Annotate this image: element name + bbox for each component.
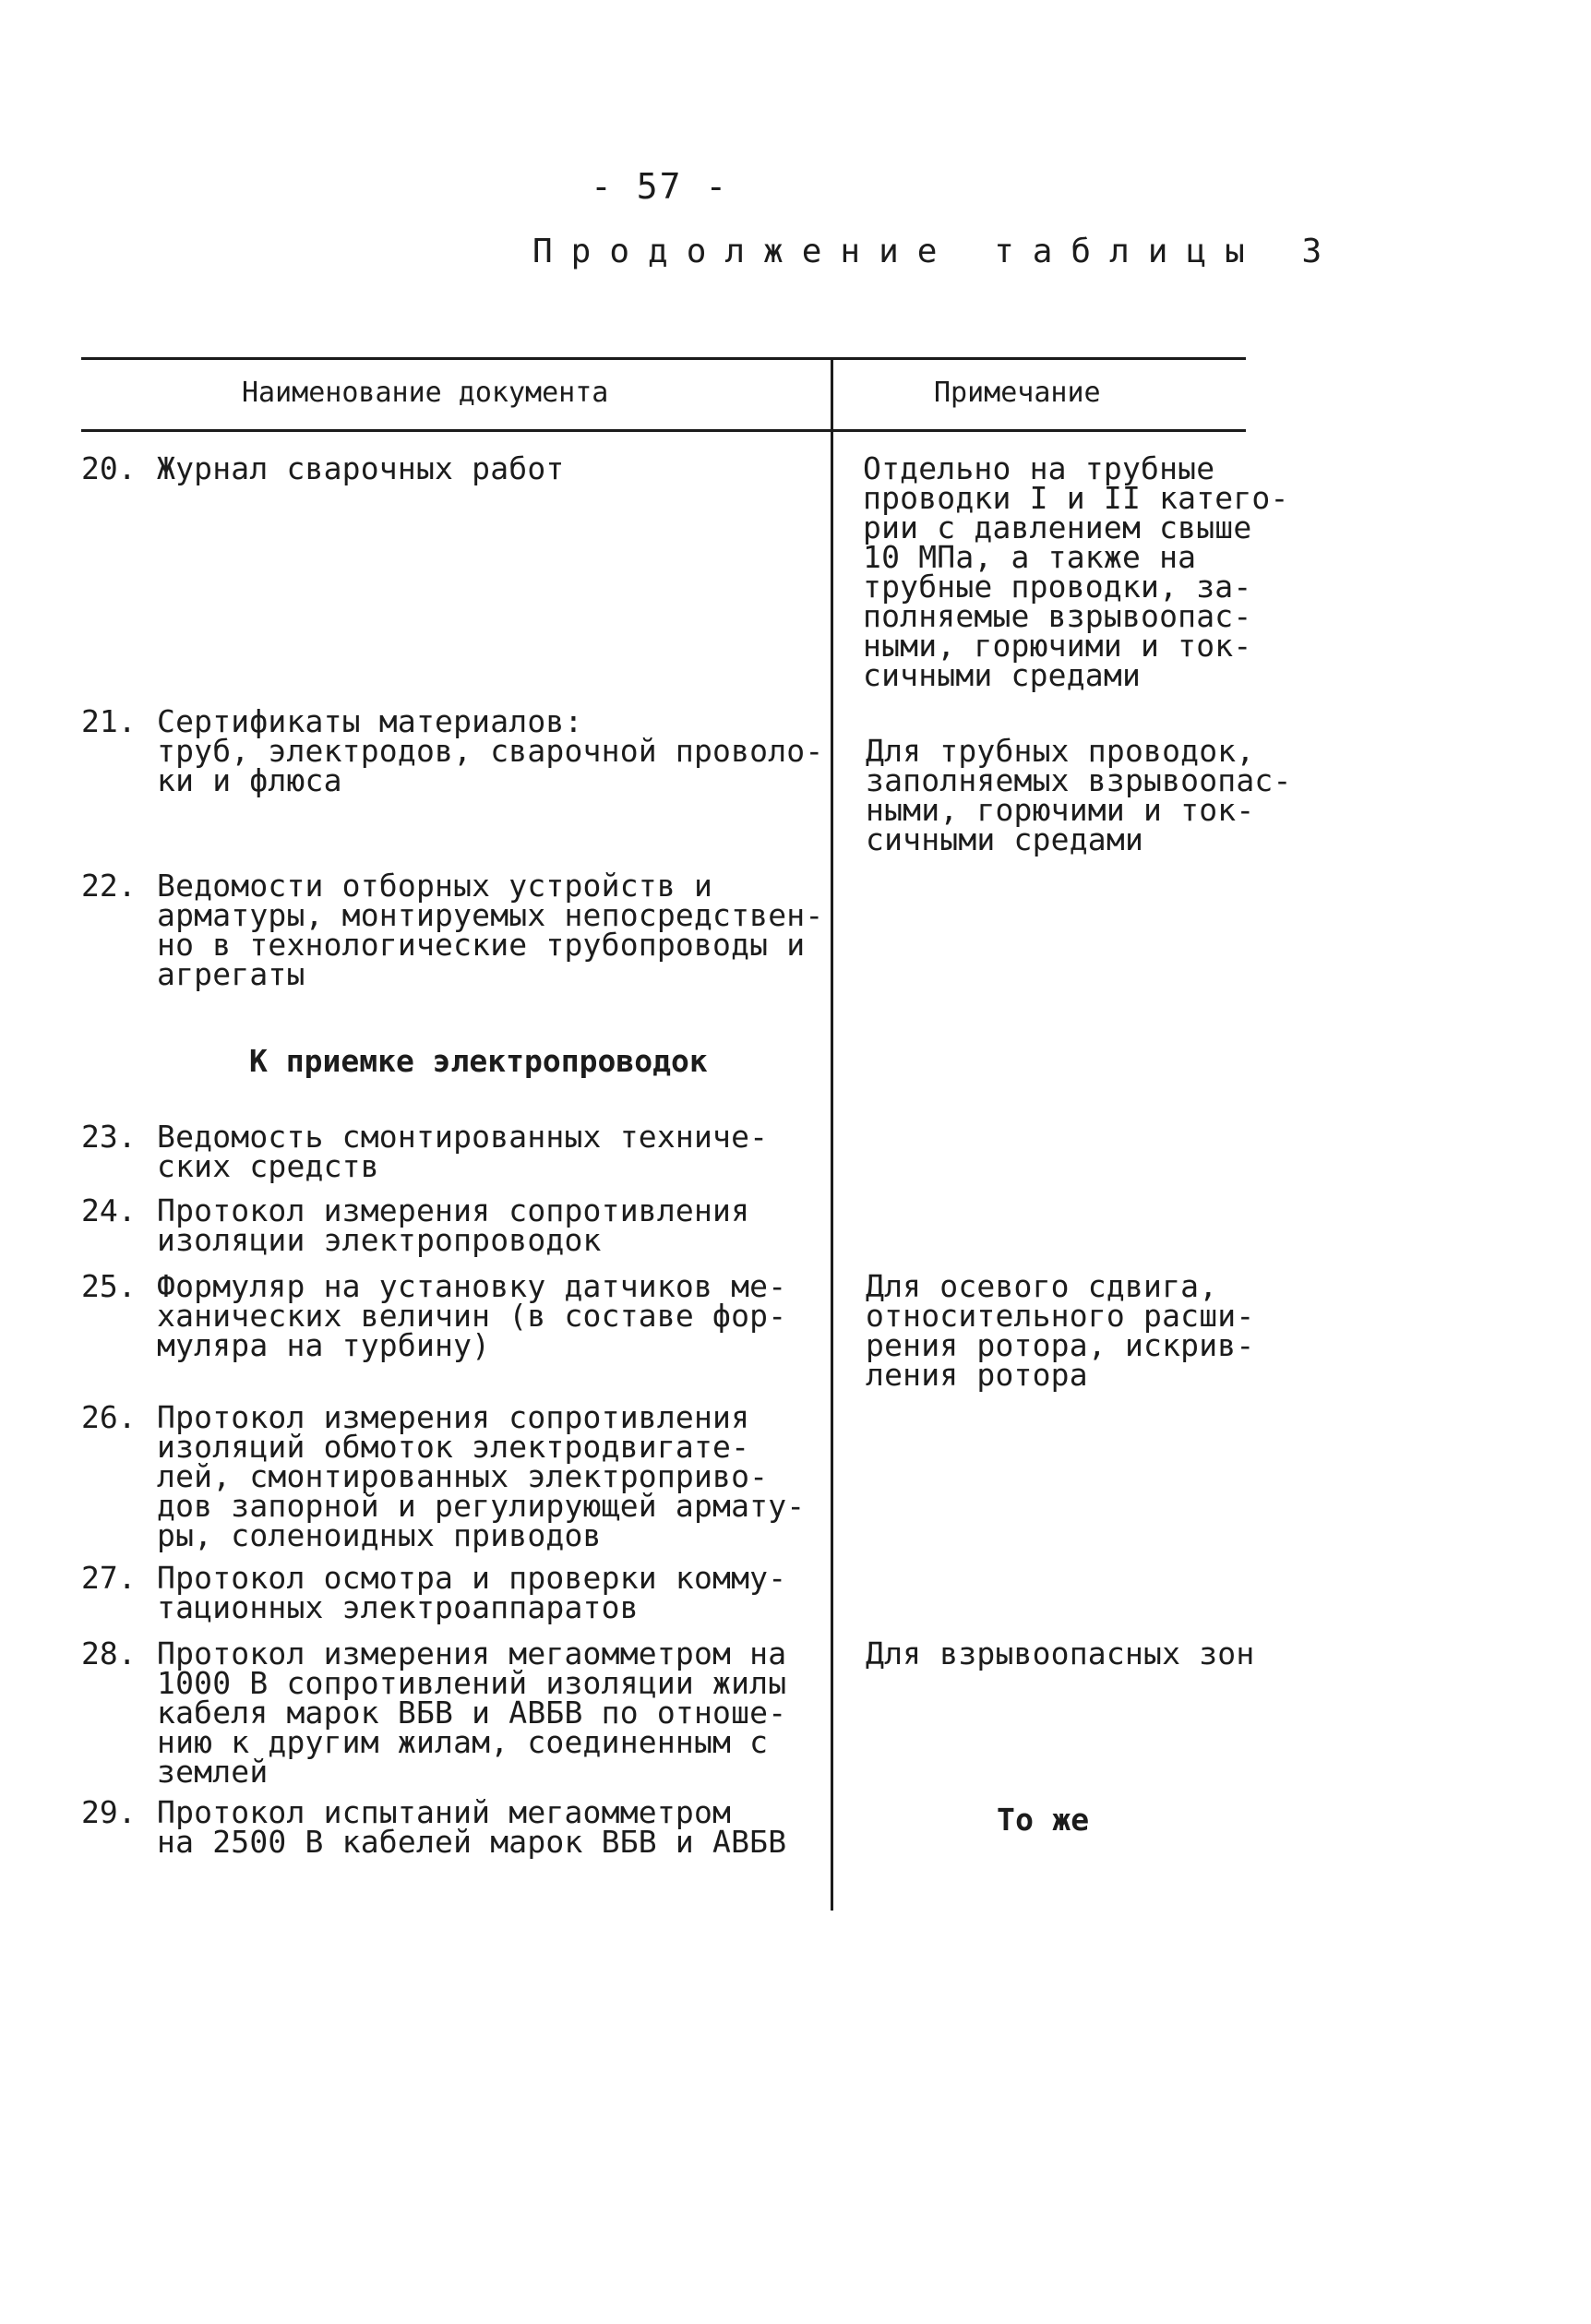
row-number: 26. xyxy=(81,1399,137,1435)
row-document-name: Протокол измерения сопротивления изоляции электропроводок xyxy=(157,1192,750,1258)
row-document-name: Протокол измерения сопротивления изоляций обмоток электродвигате- лей, смонтированных электроприво- дов запорной и регулирующей армату- ры, соленоидных приводов xyxy=(157,1399,806,1553)
row-number: 22. xyxy=(81,868,137,904)
row-document-name: Протокол измерения мегаомметром на 1000 В сопротивлений изоляции жилы кабеля марок ВБВ и АВБВ по отноше- нию к другим жилам, соединенным с землей xyxy=(157,1635,787,1790)
row-number: 25. xyxy=(81,1268,137,1304)
row-number: 27. xyxy=(81,1560,137,1596)
table-continuation-title: Продолжение таблицы 3 xyxy=(532,233,1341,270)
row-document-name: Протокол испытаний мегаомметром на 2500 В кабелей марок ВБВ и АВБВ xyxy=(157,1794,787,1860)
table-top-rule xyxy=(81,357,1246,360)
page-number: - 57 - xyxy=(591,166,729,207)
row-note: То же xyxy=(997,1802,1090,1838)
row-document-name: Ведомости отборных устройств и арматуры, монтируемых непосредствен- но в технологические трубопроводы и агрегаты xyxy=(157,868,824,992)
table-header-rule xyxy=(81,429,1246,432)
row-document-name: Протокол осмотра и проверки комму- тационных электроаппаратов xyxy=(157,1560,787,1625)
row-document-name: Сертификаты материалов: труб, электродов, сварочной проволо- ки и флюса xyxy=(157,703,824,798)
table-column-divider xyxy=(831,360,833,1911)
row-document-name: Журнал сварочных работ xyxy=(157,450,565,486)
header-document-name: Наименование документа xyxy=(242,377,609,409)
row-number: 28. xyxy=(81,1635,137,1671)
row-number: 21. xyxy=(81,703,137,739)
row-note: Для взрывоопасных зон xyxy=(866,1635,1255,1671)
row-document-name: Формуляр на установку датчиков ме- ханических величин (в составе фор- муляра на турбину) xyxy=(157,1268,787,1363)
row-number: 24. xyxy=(81,1192,137,1228)
row-document-name: Ведомость смонтированных техниче- ских средств xyxy=(157,1119,769,1184)
row-number: 23. xyxy=(81,1119,137,1155)
row-number: 29. xyxy=(81,1794,137,1830)
section-heading: К приемке электропроводок xyxy=(249,1043,708,1079)
row-note: Для осевого сдвига, относительного расши- рения ротора, искрив- ления ротора xyxy=(866,1268,1255,1393)
row-number: 20. xyxy=(81,450,137,486)
row-note: Для трубных проводок, заполняемых взрывоопас- ными, горючими и ток- сичными средами xyxy=(866,733,1292,857)
header-note: Примечание xyxy=(934,377,1101,409)
row-note: Отдельно на трубные проводки I и II катего- рии с давлением свыше 10 МПа, а также на трубные проводки, за- полняемые взрывоопас- ными, горючими и ток- сичными средами xyxy=(863,450,1289,693)
